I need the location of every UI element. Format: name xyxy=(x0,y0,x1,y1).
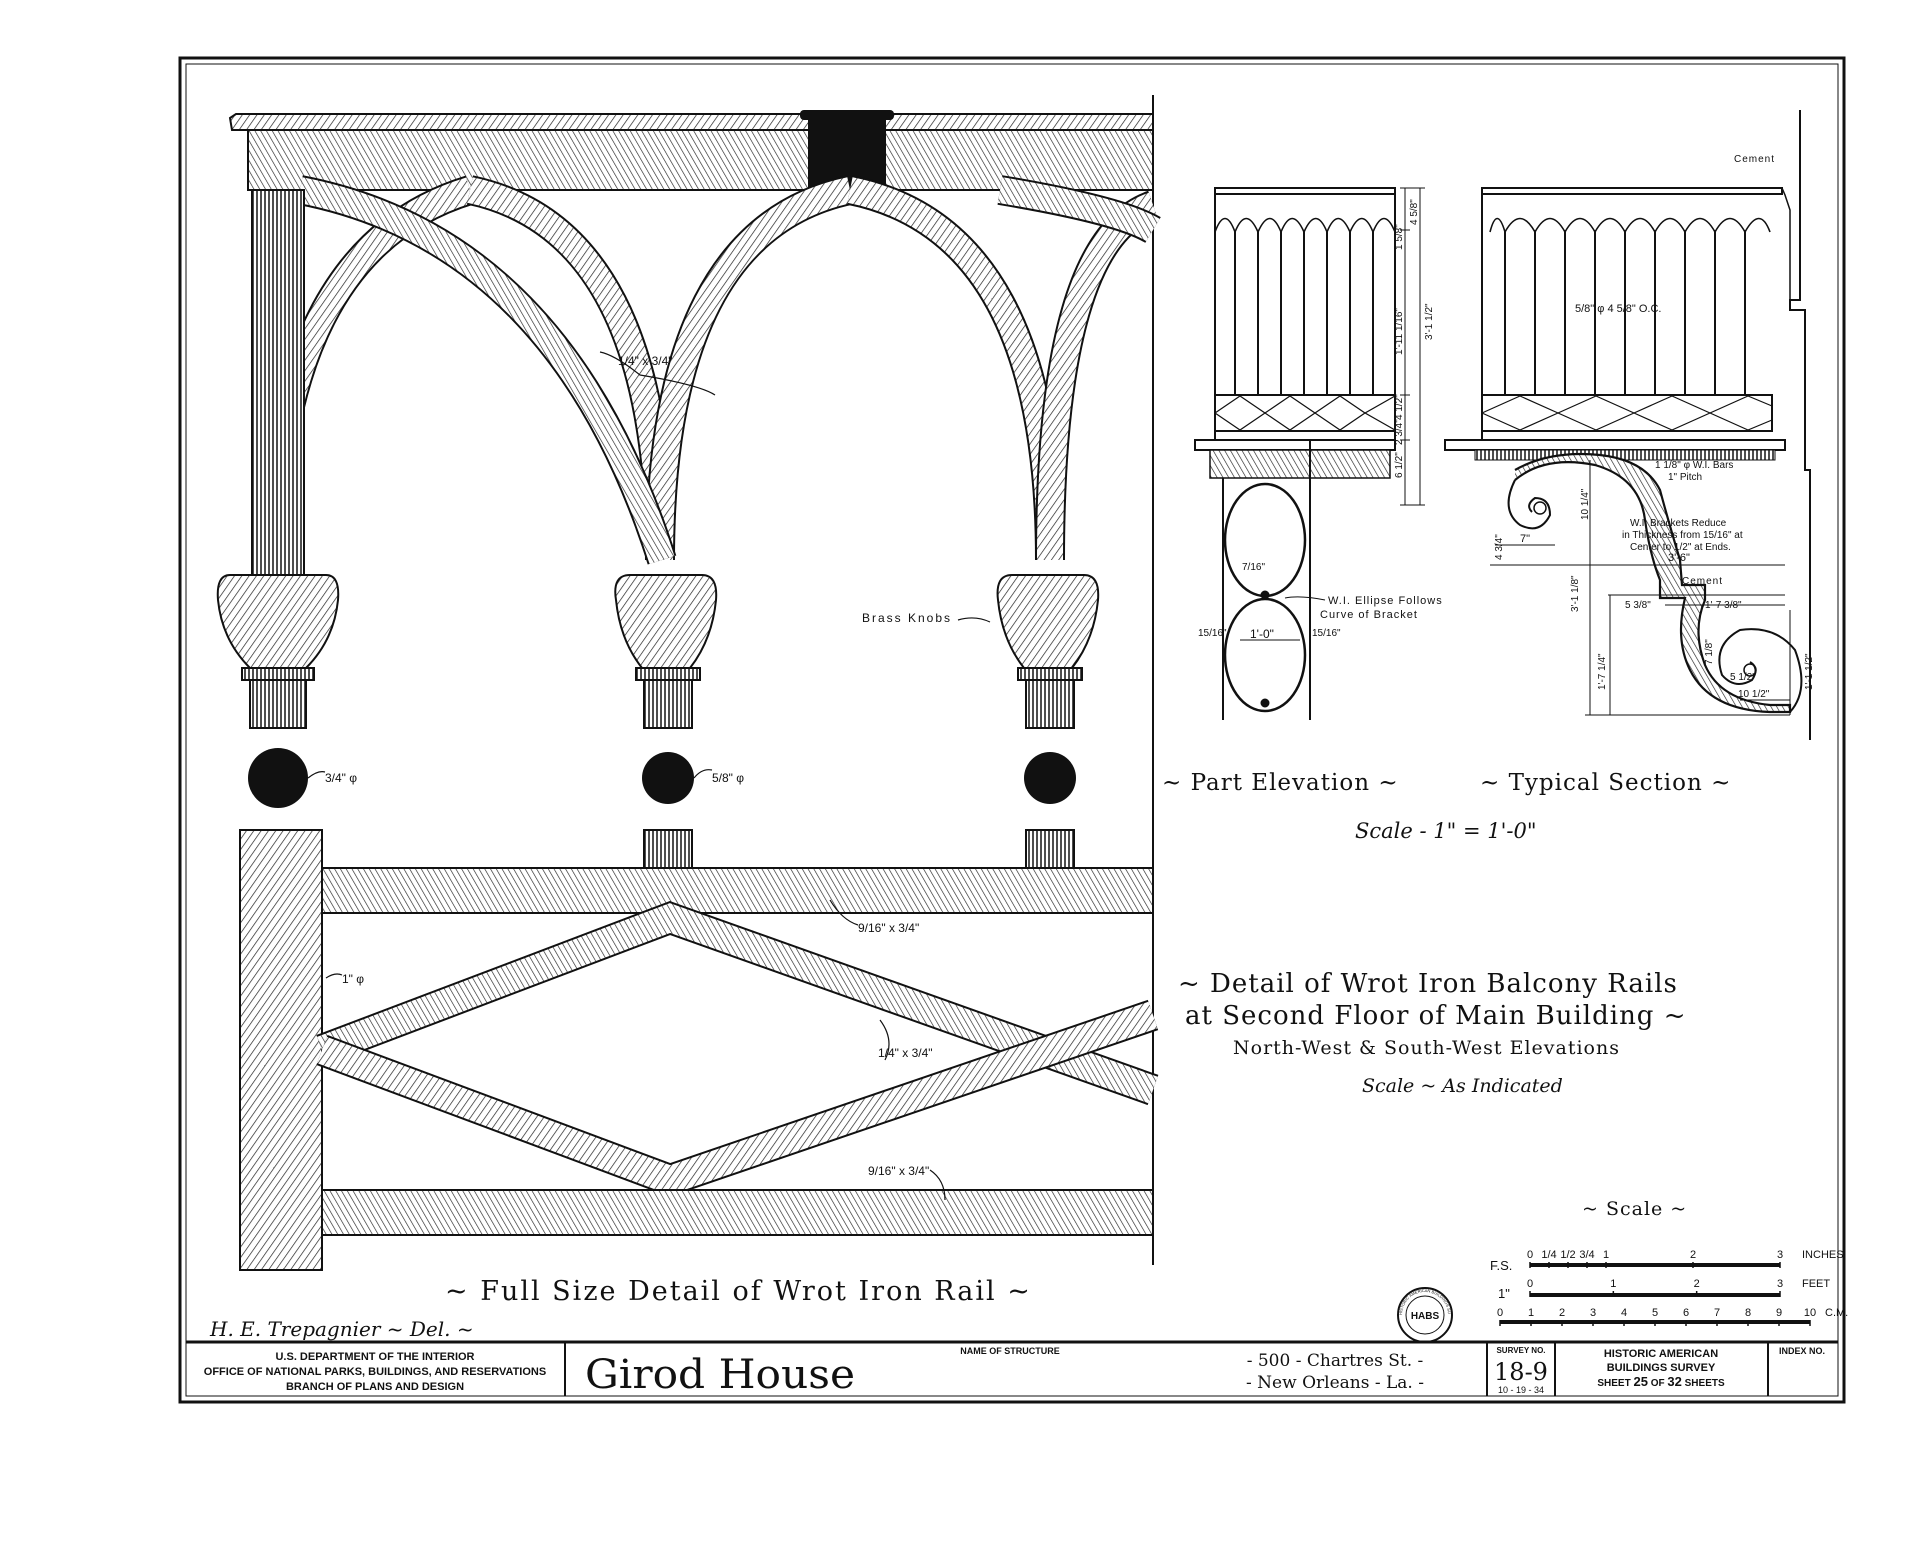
label-wi-bars-1: 1 1/8" φ W.I. Bars xyxy=(1655,460,1734,471)
dim-5-3-8: 5 3/8" xyxy=(1625,600,1651,611)
middle-rail xyxy=(322,868,1153,913)
scale-fs-label: 3 xyxy=(1776,1249,1784,1261)
draftsman-credit: H. E. Trepagnier ~ Del. ~ xyxy=(210,1317,474,1341)
scale-one-label: 1" xyxy=(1498,1286,1510,1301)
wall-profile xyxy=(1790,110,1810,740)
section-slab xyxy=(1445,440,1785,450)
stamp-ring-text: HISTORIC AMERICAN BUILDINGS SU xyxy=(1397,1287,1452,1316)
scale-fs-label: F.S. xyxy=(1490,1258,1513,1273)
leader-dot-mid xyxy=(694,770,712,778)
dim-10-1-2: 10 1/2" xyxy=(1738,689,1770,700)
leader-knob xyxy=(958,618,990,622)
dim-1-1-1-2: 1'-1 1/2" xyxy=(1804,653,1815,690)
part-elevation-title: ~ Part Elevation ~ xyxy=(1162,770,1399,796)
scale-cm-label: 5 xyxy=(1651,1307,1659,1319)
dim-3-6: 3'-6" xyxy=(1668,552,1690,564)
part-elevation xyxy=(1195,188,1425,720)
dim-2-3-4: 2 3/4" xyxy=(1394,419,1405,445)
leader-post xyxy=(326,974,342,978)
scale-1-title: Scale - 1" = 1'-0" xyxy=(1355,819,1537,843)
name-label: NAME OF STRUCTURE xyxy=(960,1346,1060,1356)
dept-line-1: U.S. DEPARTMENT OF THE INTERIOR xyxy=(275,1351,475,1363)
survey-label: SURVEY NO. xyxy=(1496,1346,1546,1355)
label-brackets-3: Center to 1/2" at Ends. xyxy=(1630,542,1731,553)
label-cement-mid: Cement xyxy=(1682,576,1724,587)
label-diag-bar: 1/4" x 3/4" xyxy=(878,1046,933,1060)
ellipse-note-2: Curve of Bracket xyxy=(1320,609,1418,621)
label-dot-mid: 5/8" φ xyxy=(712,771,745,785)
scale-cm-label: 3 xyxy=(1589,1307,1597,1319)
dim-5-1-2: 5 1/2" xyxy=(1730,672,1756,683)
label-arch-bar: 1/4" x 3/4" xyxy=(618,354,673,368)
scale-heading: ~ Scale ~ xyxy=(1582,1198,1688,1220)
scale-cm-label: 8 xyxy=(1744,1307,1752,1319)
dim-7-1-8: 7 1/8" xyxy=(1704,639,1715,665)
scale-cm-label: 0 xyxy=(1496,1307,1504,1319)
title-block xyxy=(186,1342,1838,1398)
scale-cm-label: 7 xyxy=(1713,1307,1721,1319)
bottom-rail xyxy=(322,1190,1153,1235)
label-cement-top: Cement xyxy=(1734,154,1776,165)
dim-4-3-4: 4 3/4" xyxy=(1494,534,1505,560)
label-rail-bottom: 9/16" x 3/4" xyxy=(868,1164,930,1178)
dim-15-16-r: 15/16" xyxy=(1312,628,1341,639)
detail-title-line-1: ~ Detail of Wrot Iron Balcony Rails xyxy=(1178,969,1678,999)
label-rail-top: 9/16" x 3/4" xyxy=(858,921,920,935)
diamond-lattice xyxy=(322,918,1153,1180)
scale-fs-label: 3/4 xyxy=(1579,1249,1595,1261)
dim-1-0: 1'-0" xyxy=(1250,627,1274,641)
scale-one-label: 2 xyxy=(1693,1278,1700,1290)
scale-indicated: Scale ~ As Indicated xyxy=(1362,1075,1563,1097)
typical-section xyxy=(1445,110,1810,740)
scale-one-unit: FEET xyxy=(1802,1278,1831,1290)
dim-4-5-8: 4 5/8" xyxy=(1409,199,1420,225)
section-dot-3 xyxy=(1024,752,1076,804)
lower-post xyxy=(240,830,322,1270)
elevation-arches xyxy=(1215,219,1395,233)
scale-cm-label: 4 xyxy=(1620,1307,1628,1319)
dept-line-3: BRANCH OF PLANS AND DESIGN xyxy=(285,1381,465,1393)
brass-knob-3 xyxy=(998,575,1099,728)
scale-one-label: 0 xyxy=(1526,1278,1534,1290)
leader-dot-left xyxy=(308,772,325,778)
cornice xyxy=(1782,188,1790,300)
index-label: INDEX NO. xyxy=(1778,1346,1826,1356)
habs-line-1: HISTORIC AMERICAN xyxy=(1603,1348,1719,1360)
leader-ellipse xyxy=(1285,597,1325,600)
scale-fs-unit: INCHES xyxy=(1802,1249,1844,1261)
scale-cm-label: 9 xyxy=(1775,1307,1783,1319)
elevation-beam xyxy=(1210,450,1390,478)
dim-6-1-2: 6 1/2" xyxy=(1394,452,1405,478)
habs-line-2: BUILDINGS SURVEY xyxy=(1606,1362,1716,1374)
dim-7-16: 7/16" xyxy=(1242,562,1266,573)
survey-date: 10 - 19 - 34 xyxy=(1497,1385,1545,1395)
dim-3-1-2: 3'-1 1/2" xyxy=(1424,303,1435,340)
address-line-1: - 500 - Chartres St. - xyxy=(1246,1351,1424,1371)
label-post: 1" φ xyxy=(342,972,365,986)
scale-cm-label: 2 xyxy=(1558,1307,1566,1319)
full-size-rail-detail xyxy=(218,110,1153,1307)
dim-1-5-8: 1 5/8" xyxy=(1394,224,1405,250)
elevation-pickets xyxy=(1235,230,1373,395)
label-dot-left: 3/4" φ xyxy=(325,771,358,785)
label-bars: 5/8" φ 4 5/8" O.C. xyxy=(1575,303,1662,315)
elevation-slab xyxy=(1195,440,1395,450)
brass-knob-2 xyxy=(615,575,716,728)
sheet-number: 25 xyxy=(1633,1374,1648,1389)
scale-cm-label: 10 xyxy=(1803,1307,1817,1319)
dim-3-1-8: 3'-1 1/8" xyxy=(1570,575,1581,612)
dim-7: 7" xyxy=(1520,533,1531,545)
structure-name: Girod House xyxy=(585,1352,855,1398)
left-post xyxy=(252,190,304,575)
dim-4-1-2: 4 1/2" xyxy=(1394,394,1405,420)
gothic-arches xyxy=(272,190,1153,580)
section-lattice xyxy=(1482,396,1772,430)
ellipse-lower xyxy=(1225,599,1305,711)
stamp-text: HABS xyxy=(1410,1311,1440,1322)
detail-title-line-3: North-West & South-West Elevations xyxy=(1233,1037,1620,1059)
scale-cm-label: 1 xyxy=(1527,1307,1535,1319)
scale-fs-label: 1/4 xyxy=(1541,1249,1557,1261)
scale-fs-label: 0 xyxy=(1526,1249,1534,1261)
graphic-scale xyxy=(1490,1198,1848,1326)
dim-15-16-l: 15/16" xyxy=(1198,628,1227,639)
brass-knob-1 xyxy=(218,575,339,728)
ellipse-note-1: W.I. Ellipse Follows xyxy=(1328,595,1443,607)
scale-fs-label: 1/2 xyxy=(1560,1249,1576,1261)
scale-one-label: 3 xyxy=(1776,1278,1784,1290)
label-brass-knobs: Brass Knobs xyxy=(862,611,953,625)
section-arches xyxy=(1490,219,1770,233)
typical-section-title: ~ Typical Section ~ xyxy=(1480,770,1732,796)
scale-fs-label: 2 xyxy=(1689,1249,1697,1261)
survey-number: 18-9 xyxy=(1494,1358,1548,1386)
label-wi-bars-2: 1" Pitch xyxy=(1668,472,1703,483)
ellipse-upper xyxy=(1225,484,1305,596)
scale-one-label: 1 xyxy=(1610,1278,1617,1290)
lower-collar-3 xyxy=(1026,830,1074,868)
section-dot-3-4 xyxy=(248,748,308,808)
full-size-title: ~ Full Size Detail of Wrot Iron Rail ~ xyxy=(445,1276,1032,1307)
sheet-count: SHEET 25 OF 32 SHEETS xyxy=(1597,1374,1725,1389)
label-brackets-2: in Thickness from 15/16" at xyxy=(1622,530,1743,541)
dim-1-7-1-4: 1'-7 1/4" xyxy=(1597,653,1608,690)
scale-fs-label: 1 xyxy=(1602,1249,1610,1261)
section-dot-5-8 xyxy=(642,752,694,804)
elevation-lattice xyxy=(1215,396,1395,430)
dept-line-2: OFFICE OF NATIONAL PARKS, BUILDINGS, AND RESERVATIONS xyxy=(203,1366,547,1378)
scale-cm-unit: C.M. xyxy=(1825,1307,1849,1319)
dim-1-7-3-8: 1'-7 3/8" xyxy=(1705,600,1742,611)
address-line-2: - New Orleans - La. - xyxy=(1246,1373,1424,1393)
top-rail-cap xyxy=(230,114,1153,130)
block-cap xyxy=(800,110,894,120)
sheet-total: 32 xyxy=(1667,1374,1682,1389)
lower-collar-2 xyxy=(644,830,692,868)
dim-10-1-4: 10 1/4" xyxy=(1580,488,1591,520)
scale-cm-label: 6 xyxy=(1682,1307,1690,1319)
dim-1-11: 1'-11 1/16" xyxy=(1394,308,1405,355)
label-brackets-1: W.I. Brackets Reduce xyxy=(1630,518,1727,529)
detail-title-line-2: at Second Floor of Main Building ~ xyxy=(1185,1001,1687,1031)
